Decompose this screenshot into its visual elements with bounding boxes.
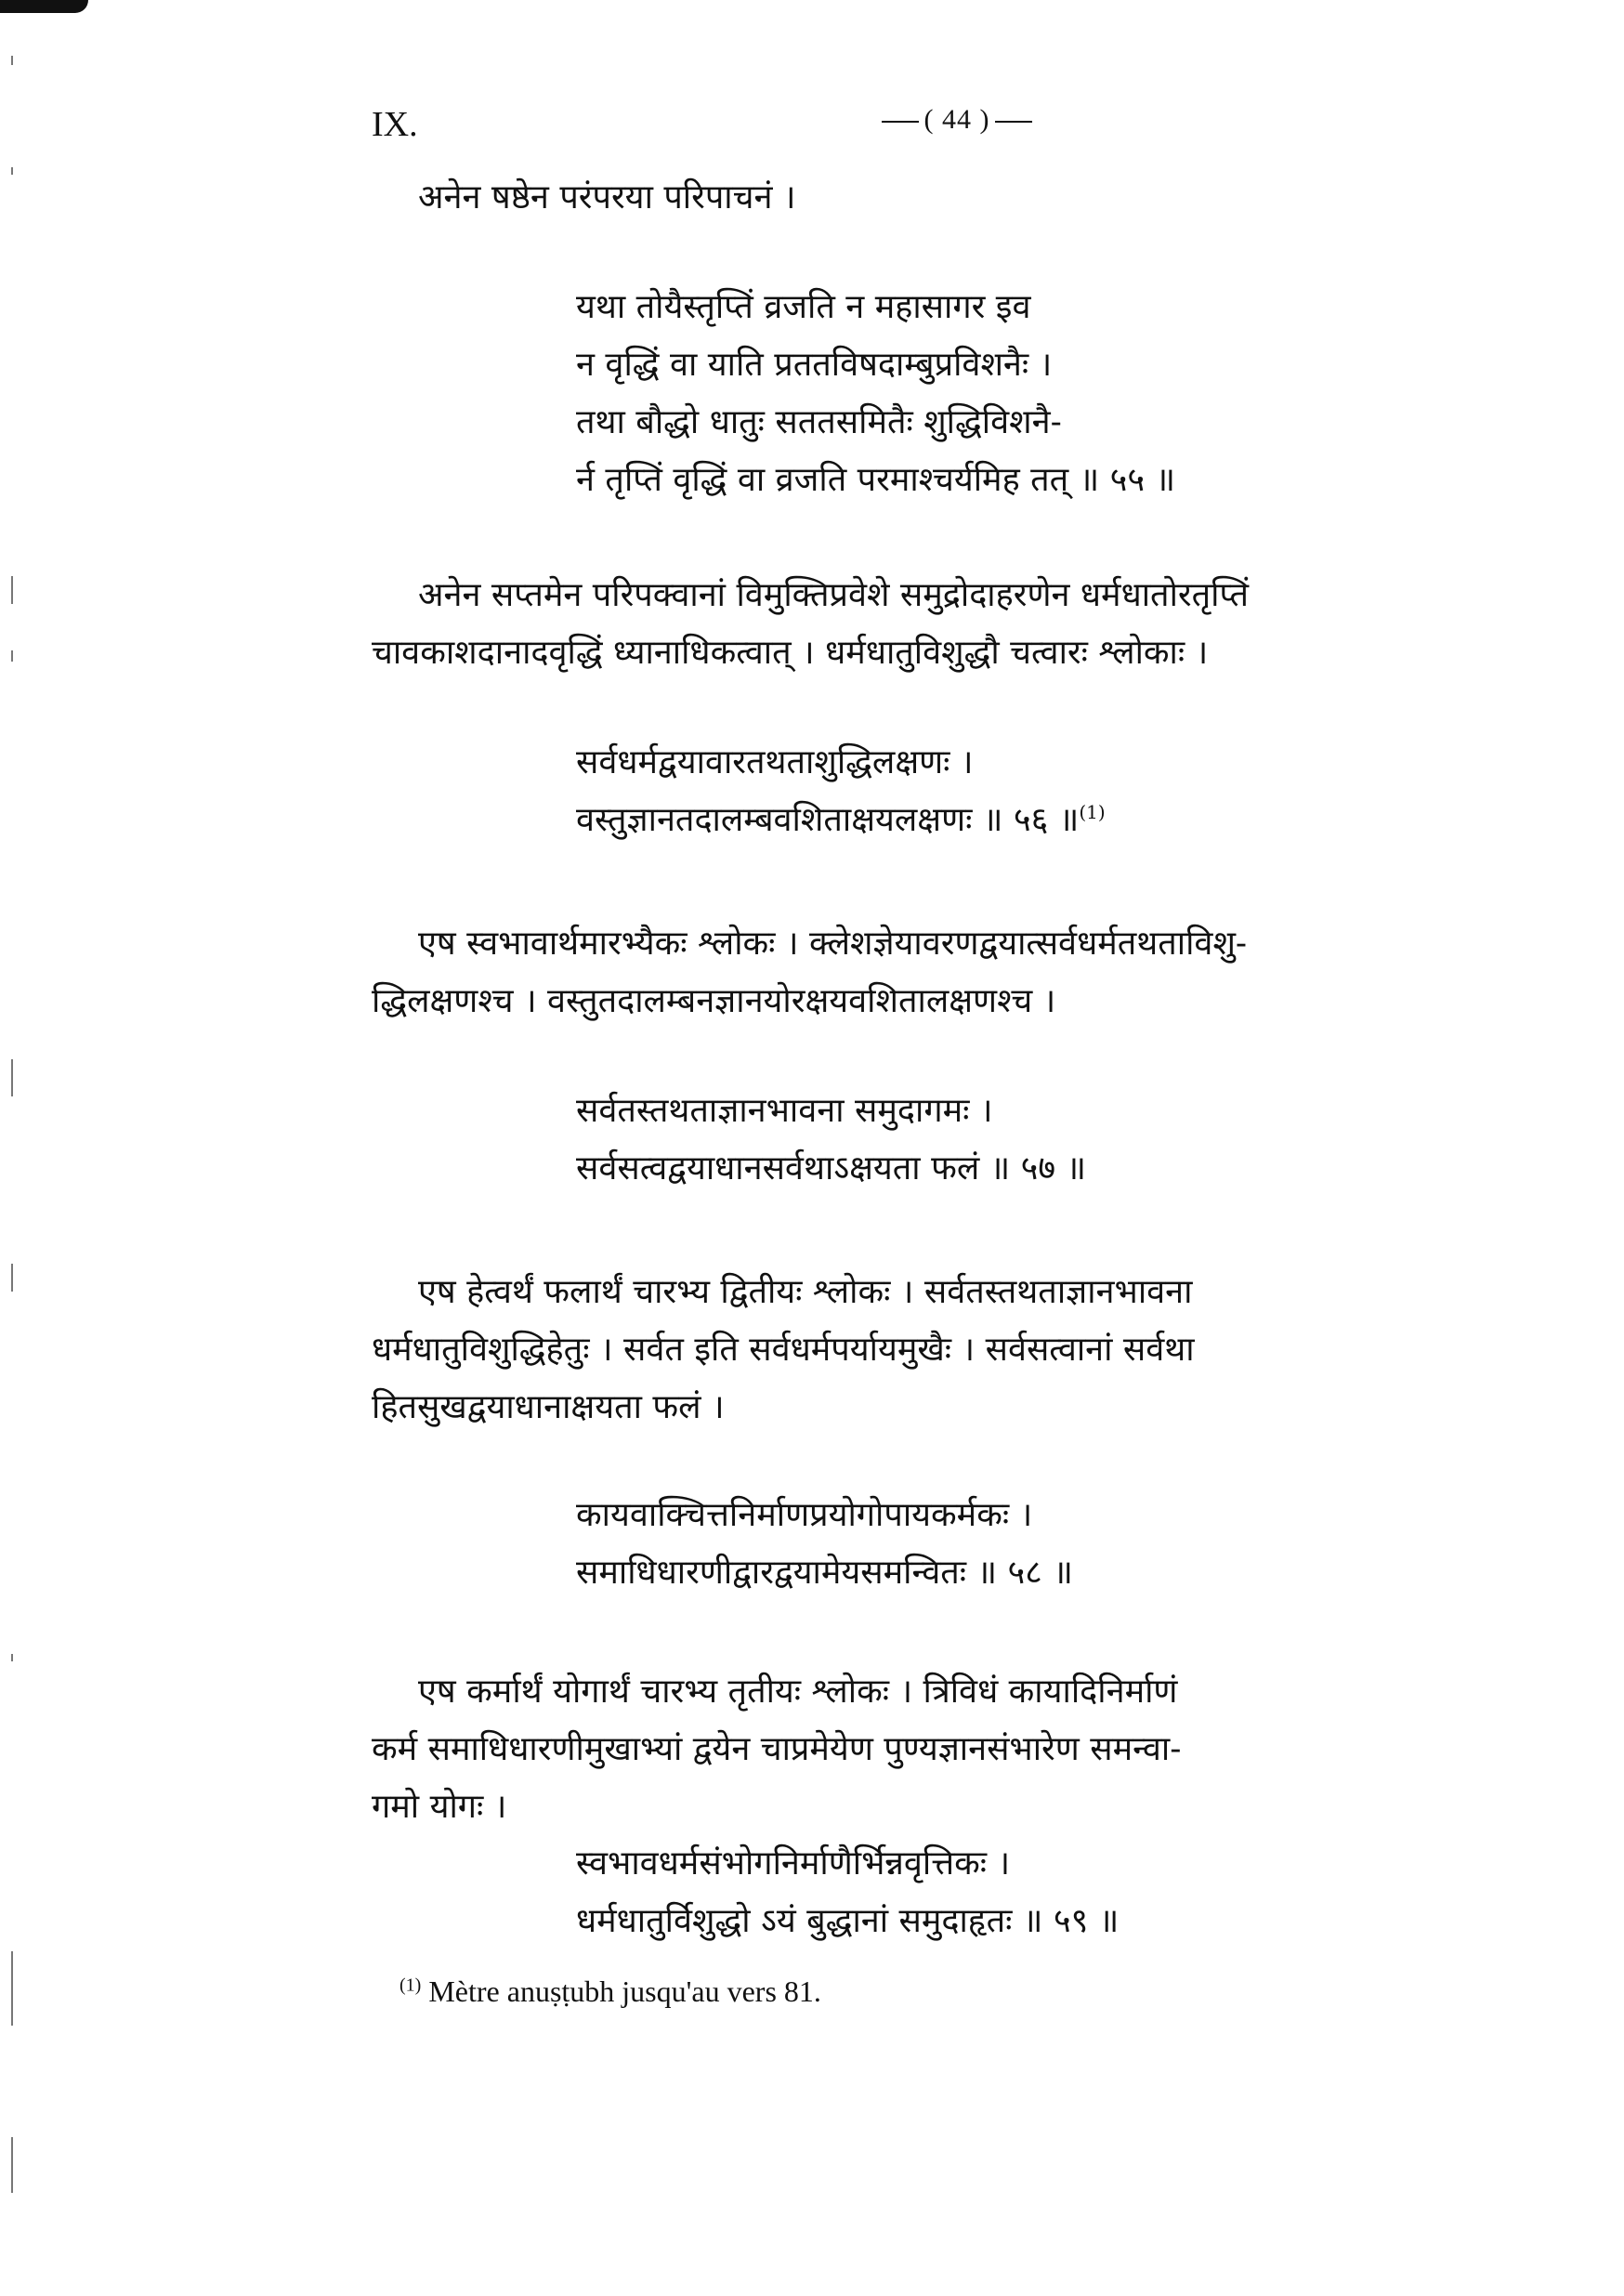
verse-block	[576, 1487, 1412, 1602]
verse-line-text: वस्तुज्ञानतदालम्बवशिताक्षयलक्षणः ॥ ५६ ॥	[576, 801, 1080, 839]
text-line: धर्मधातुविशुद्धिहेतुः । सर्वत इति सर्वधर्मपर्यायमुखैः । सर्वसत्वानां सर्वथा	[372, 1331, 1195, 1369]
verse-block	[576, 734, 1412, 849]
text-line: कर्म समाधिधारणीमुखाभ्यां द्वयेन चाप्रमेयेण पुण्यज्ञानसंभारेण समन्वा-	[372, 1730, 1182, 1768]
footnote-marker: (1)	[399, 1975, 422, 1996]
verse-line: न वृद्धिं वा याति प्रततविषदाम्बुप्रविशनैः ।	[576, 346, 1053, 384]
text-line: अनेन सप्तमेन परिपक्वानां विमुक्तिप्रवेशे समुद्रोदाहरणेन धर्मधातोरतृप्तिं	[418, 576, 1250, 614]
page-number-text: ( 44 )	[923, 104, 990, 135]
verse-block	[576, 279, 1412, 509]
verse-line: यथा तोयैस्तृप्तिं व्रजति न महासागर इव	[576, 288, 1031, 326]
text-line: द्धिलक्षणश्च । वस्तुतदालम्बनज्ञानयोरक्षयवशितालक्षणश्च ।	[372, 982, 1056, 1020]
verse-line: स्वभावधर्मसंभोगनिर्माणैर्भिन्नवृत्तिकः ।	[576, 1844, 1011, 1883]
text-line: चावकाशदानादवृद्धिं ध्यानाधिकत्वात् । धर्मधातुविशुद्धौ चत्वारः श्लोकाः ।	[372, 634, 1209, 672]
footnote	[399, 1975, 1421, 2009]
prose-paragraph	[372, 169, 1505, 227]
verse-line: धर्मधातुर्विशुद्धो ऽयं बुद्धानां समुदाहृतः ॥ ५९ ॥	[576, 1902, 1120, 1940]
verse-line: सर्वधर्मद्वयावारतथताशुद्धिलक्षणः ।	[576, 743, 974, 781]
text-line: हितसुखद्वयाधानाक्षयता फलं ।	[372, 1388, 725, 1426]
ornament-dash	[995, 121, 1032, 123]
prose-paragraph	[372, 567, 1505, 682]
verse-block	[576, 1082, 1412, 1198]
page-number	[818, 104, 1096, 136]
text-line: अनेन षष्ठेन परंपरया परिपाचनं ।	[418, 178, 796, 216]
verse-line: सर्वतस्तथताज्ञानभावना समुदागमः ।	[576, 1092, 993, 1130]
footnote-text: Mètre anuṣṭubh jusqu'au vers 81.	[428, 1975, 821, 2008]
verse-line: समाधिधारणीद्वारद्वयामेयसमन्वितः ॥ ५८ ॥	[576, 1554, 1073, 1592]
page-header	[372, 104, 1254, 151]
text-line: एष कर्मार्थं योगार्थं चारभ्य तृतीयः श्लोकः । त्रिविधं कायादिनिर्माणं	[418, 1673, 1178, 1711]
chapter-number: IX.	[372, 105, 418, 144]
text-line: गमो योगः ।	[372, 1788, 507, 1826]
verse-line: कायवाक्चित्तनिर्माणप्रयोगोपायकर्मकः ।	[576, 1496, 1033, 1534]
verse-line: तथा बौद्धो धातुः सततसमितैः शुद्धिविशनै-	[576, 403, 1062, 441]
prose-paragraph	[372, 1663, 1505, 1836]
verse-line: सर्वसत्वद्वयाधानसर्वथाऽक्षयता फलं ॥ ५७ ॥	[576, 1149, 1087, 1187]
text-line: एष हेत्वर्थं फलार्थं चारभ्य द्वितीयः श्लोकः । सर्वतस्तथताज्ञानभावना	[418, 1273, 1193, 1311]
prose-paragraph	[372, 915, 1505, 1030]
text-line: एष स्वभावार्थमारभ्यैकः श्लोकः । क्लेशज्ञेयावरणद्वयात्सर्वधर्मतथताविशु-	[418, 925, 1248, 963]
verse-line: र्न तृप्तिं वृद्धिं वा व्रजति परमाश्चर्यमिह तत् ॥ ५५ ॥	[576, 461, 1176, 499]
prose-paragraph	[372, 1264, 1505, 1437]
ornament-dash	[882, 121, 919, 123]
verse-line	[576, 792, 1412, 849]
scan-edge-marks	[0, 0, 37, 2296]
verse-block	[576, 1835, 1412, 1950]
footnote-reference: (1)	[1079, 801, 1106, 823]
